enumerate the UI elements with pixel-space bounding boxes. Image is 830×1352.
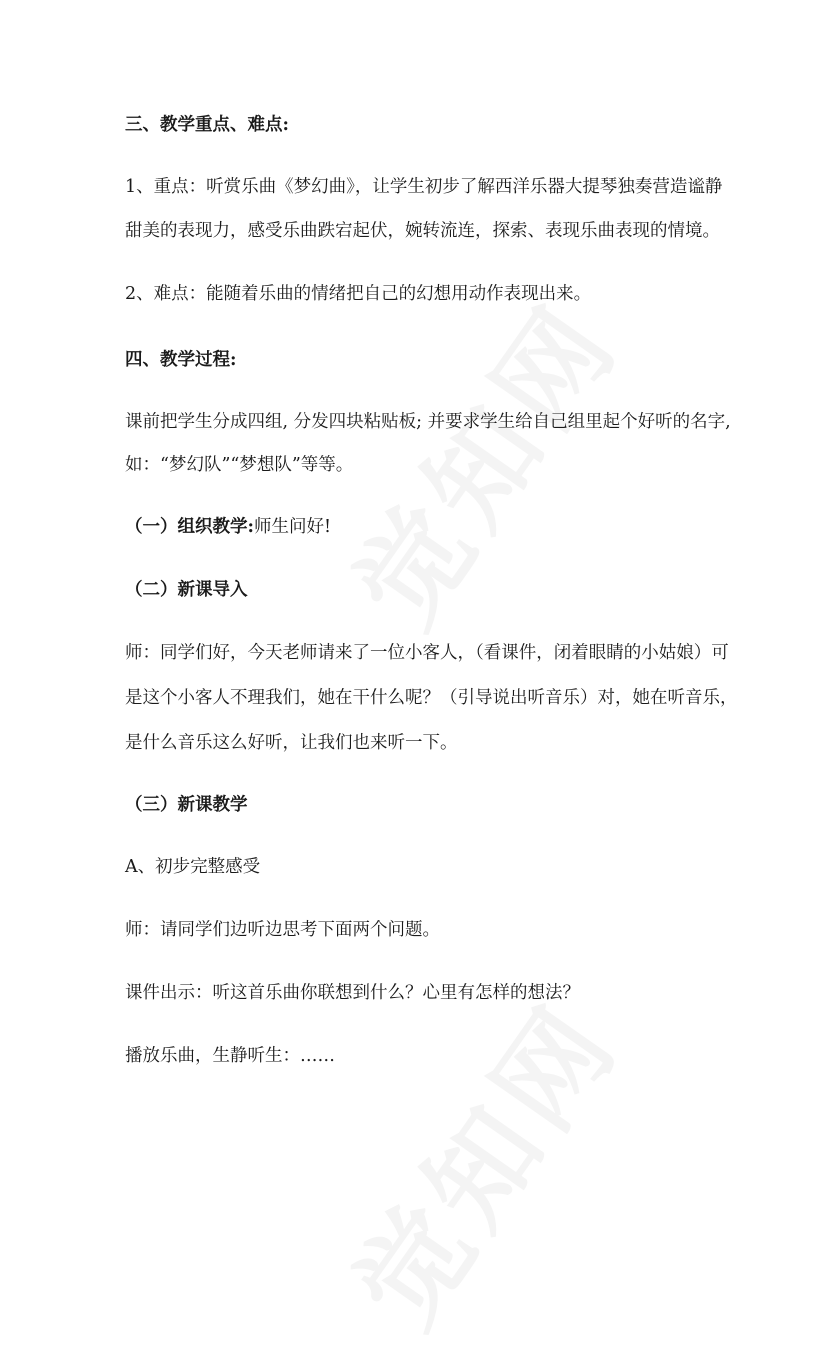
step-text: 师生问好! — [253, 517, 332, 537]
paragraph-line: 是这个小客人不理我们，她在干什么呢？（引导说出听音乐）对，她在听音乐， — [125, 688, 738, 708]
paragraph-line: A、初步完整感受 — [125, 857, 261, 877]
section-heading: 四、教学过程: — [125, 350, 237, 370]
paragraph-line: 课前把学生分成四组, 分发四块粘贴板; 并要求学生给自己组里起个好听的名字, — [125, 412, 731, 432]
paragraph-line: 课件出示：听这首乐曲你联想到什么？心里有怎样的想法？ — [125, 983, 580, 1003]
paragraph-line: 2、难点：能随着乐曲的情绪把自己的幻想用动作表现出来。 — [125, 284, 592, 304]
step-label: （一）组织教学: — [125, 517, 254, 537]
watermark — [312, 966, 648, 1352]
paragraph-line: 师：请同学们边听边思考下面两个问题。 — [125, 920, 440, 940]
watermark — [312, 266, 648, 652]
step-line — [125, 516, 331, 538]
step-label: （三）新课教学 — [125, 795, 248, 815]
paragraph-line: 师：同学们好，今天老师请来了一位小客人，（看课件，闭着眼睛的小姑娘）可 — [125, 643, 729, 663]
paragraph-line: 是什么音乐这么好听，让我们也来听一下。 — [125, 733, 458, 753]
paragraph-line: 1、重点：听赏乐曲《梦幻曲》，让学生初步了解西洋乐器大提琴独奏营造谧静 — [125, 177, 723, 197]
step-label: （二）新课导入 — [125, 580, 248, 600]
section-heading: 三、教学重点、难点: — [125, 115, 289, 135]
paragraph-line: 甜美的表现力，感受乐曲跌宕起伏，婉转流连，探索、表现乐曲表现的情境。 — [125, 221, 720, 241]
paragraph-line: 播放乐曲，生静听生：…… — [125, 1046, 335, 1066]
paragraph-line: 如：“梦幻队”“梦想队”等等。 — [125, 455, 354, 475]
